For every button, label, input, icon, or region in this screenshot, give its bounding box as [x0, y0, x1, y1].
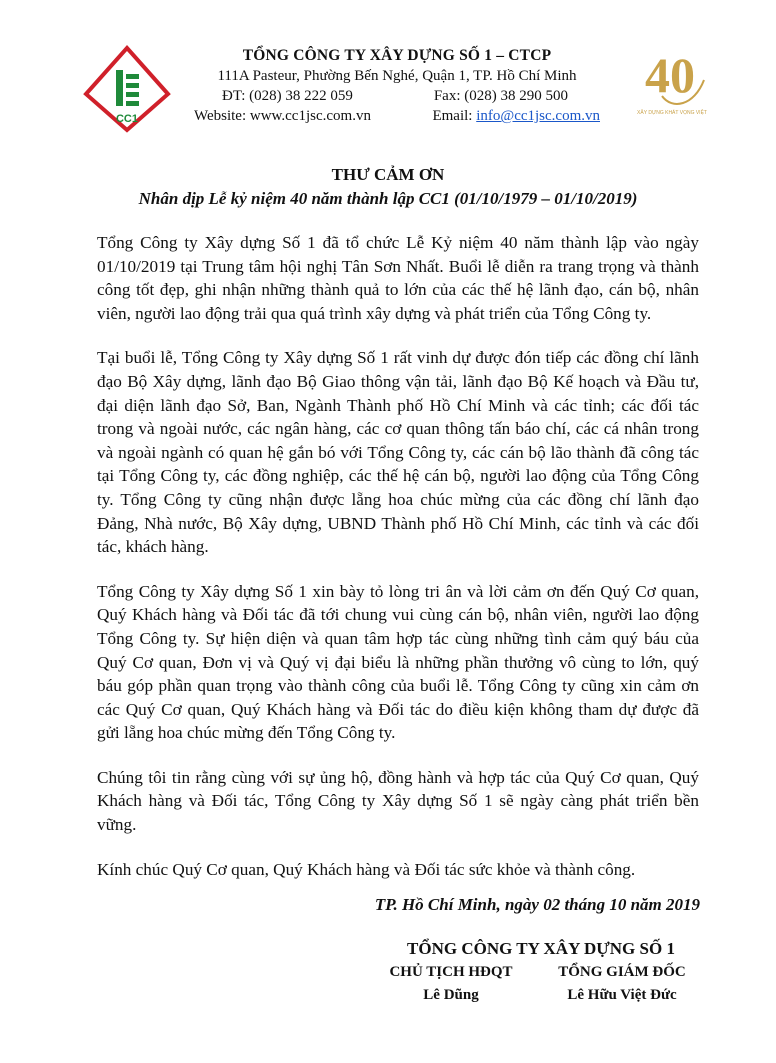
paragraph: Tổng Công ty Xây dựng Số 1 xin bày tỏ lòng tri ân và lời cảm ơn đến Quý Cơ quan, Quý Khách hàng và Đối tác đã tới chung vui cùng cán bộ, nhân viên, người lao động Tổng Công ty. Sự hiện diện và quan tâm hợp tác cùng những tình cảm quý báu của Quý Cơ quan, Đơn vị và Quý vị đại biểu là những phần thưởng vô cùng to lớn, quý báu góp phần quan trọng vào thành công của buổi lễ. Tổng Công ty cũng xin cảm ơn các Quý Cơ quan, Quý Khách hàng và Đối tác do điều kiện không tham dự được đã gửi lẵng hoa chúc mừng đến Tổng Công ty.: [97, 581, 699, 743]
company-address: 111A Pasteur, Phường Bến Nghé, Quận 1, TP. Hồ Chí Minh: [217, 68, 577, 84]
40-years-logo: [632, 40, 712, 120]
company-name: TỔNG CÔNG TY XÂY DỰNG SỐ 1 – CTCP: [242, 47, 552, 64]
signer-right-role: TỔNG GIÁM ĐỐC: [558, 964, 686, 980]
signer-right-name: Lê Hữu Việt Đức: [567, 987, 677, 1003]
svg-text:CC1: CC1: [115, 113, 139, 125]
email-link[interactable]: info@cc1jsc.com.vn: [476, 108, 600, 124]
place-date: TP. Hồ Chí Minh, ngày 02 tháng 10 năm 2019: [374, 895, 700, 914]
cc1-logo: [82, 44, 172, 134]
paragraph: Tổng Công ty Xây dựng Số 1 đã tổ chức Lễ Kỷ niệm 40 năm thành lập vào ngày 01/10/2019 tại Trung tâm hội nghị Tân Sơn Nhất. Buổi lễ diễn ra trang trọng và thành công tốt đẹp, ghi nhận những thành quả to lớn của các thế hệ lãnh đạo, cán bộ, nhân viên, người lao động trải qua quá trình xây dựng và phát triển của Tổng Công ty.: [97, 233, 699, 323]
paragraph: Tại buổi lễ, Tổng Công ty Xây dựng Số 1 rất vinh dự được đón tiếp các đồng chí lãnh đạo Bộ Xây dựng, lãnh đạo Bộ Giao thông vận tải, lãnh đạo Bộ Kế hoạch và Đầu tư, đại diện lãnh đạo Sở, Ban, Ngành Thành phố Hồ Chí Minh và các tỉnh; các đối tác trong và ngoài nước, các ngân hàng, các cơ quan thông tấn báo chí, các cá nhân trong và ngoài ngành có quan hệ gắn bó với Tổng Công ty, các cán bộ lão thành đã công tác tại Tổng Công ty, các đồng nghiệp, các thế hệ cán bộ, người lao động của Tổng Công ty. Tổng Công ty cũng nhận được lẵng hoa chúc mừng của các đồng chí lãnh đạo Đảng, Nhà nước, Bộ Xây dựng, UBND Thành phố Hồ Chí Minh, các tỉnh và các đối tác, khách hàng.: [97, 348, 699, 557]
signer-left-role: CHỦ TỊCH HĐQT: [389, 964, 513, 980]
letter-body: [97, 231, 699, 902]
email-label: Email:: [432, 108, 473, 124]
letter-title-block: [0, 163, 776, 211]
letter-title: THƯ CẢM ƠN: [331, 165, 445, 184]
svg-text:XÂY DỰNG KHÁT VỌNG VIỆT: XÂY DỰNG KHÁT VỌNG VIỆT: [637, 110, 707, 116]
svg-text:40: 40: [645, 47, 695, 103]
letterhead: [0, 0, 776, 140]
phone-number: ĐT: (028) 38 222 059: [222, 88, 353, 104]
signer-left-name: Lê Dũng: [423, 987, 479, 1003]
paragraph: Chúng tôi tin rằng cùng với sự ủng hộ, đồng hành và hợp tác của Quý Cơ quan, Quý Khách hàng và Đối tác, Tổng Công ty Xây dựng Số 1 sẽ ngày càng phát triển bền vững.: [97, 767, 699, 835]
fax-number: Fax: (028) 38 290 500: [433, 88, 568, 104]
letter-subtitle: Nhân dịp Lễ kỷ niệm 40 năm thành lập CC1 (01/10/1979 – 01/10/2019): [138, 189, 638, 208]
signature-block: [376, 937, 706, 1007]
paragraph: Kính chúc Quý Cơ quan, Quý Khách hàng và Đối tác sức khỏe và thành công.: [97, 859, 636, 879]
signature-company: TỔNG CÔNG TY XÂY DỰNG SỐ 1: [407, 939, 675, 958]
website: Website: www.cc1jsc.com.vn: [194, 108, 371, 124]
